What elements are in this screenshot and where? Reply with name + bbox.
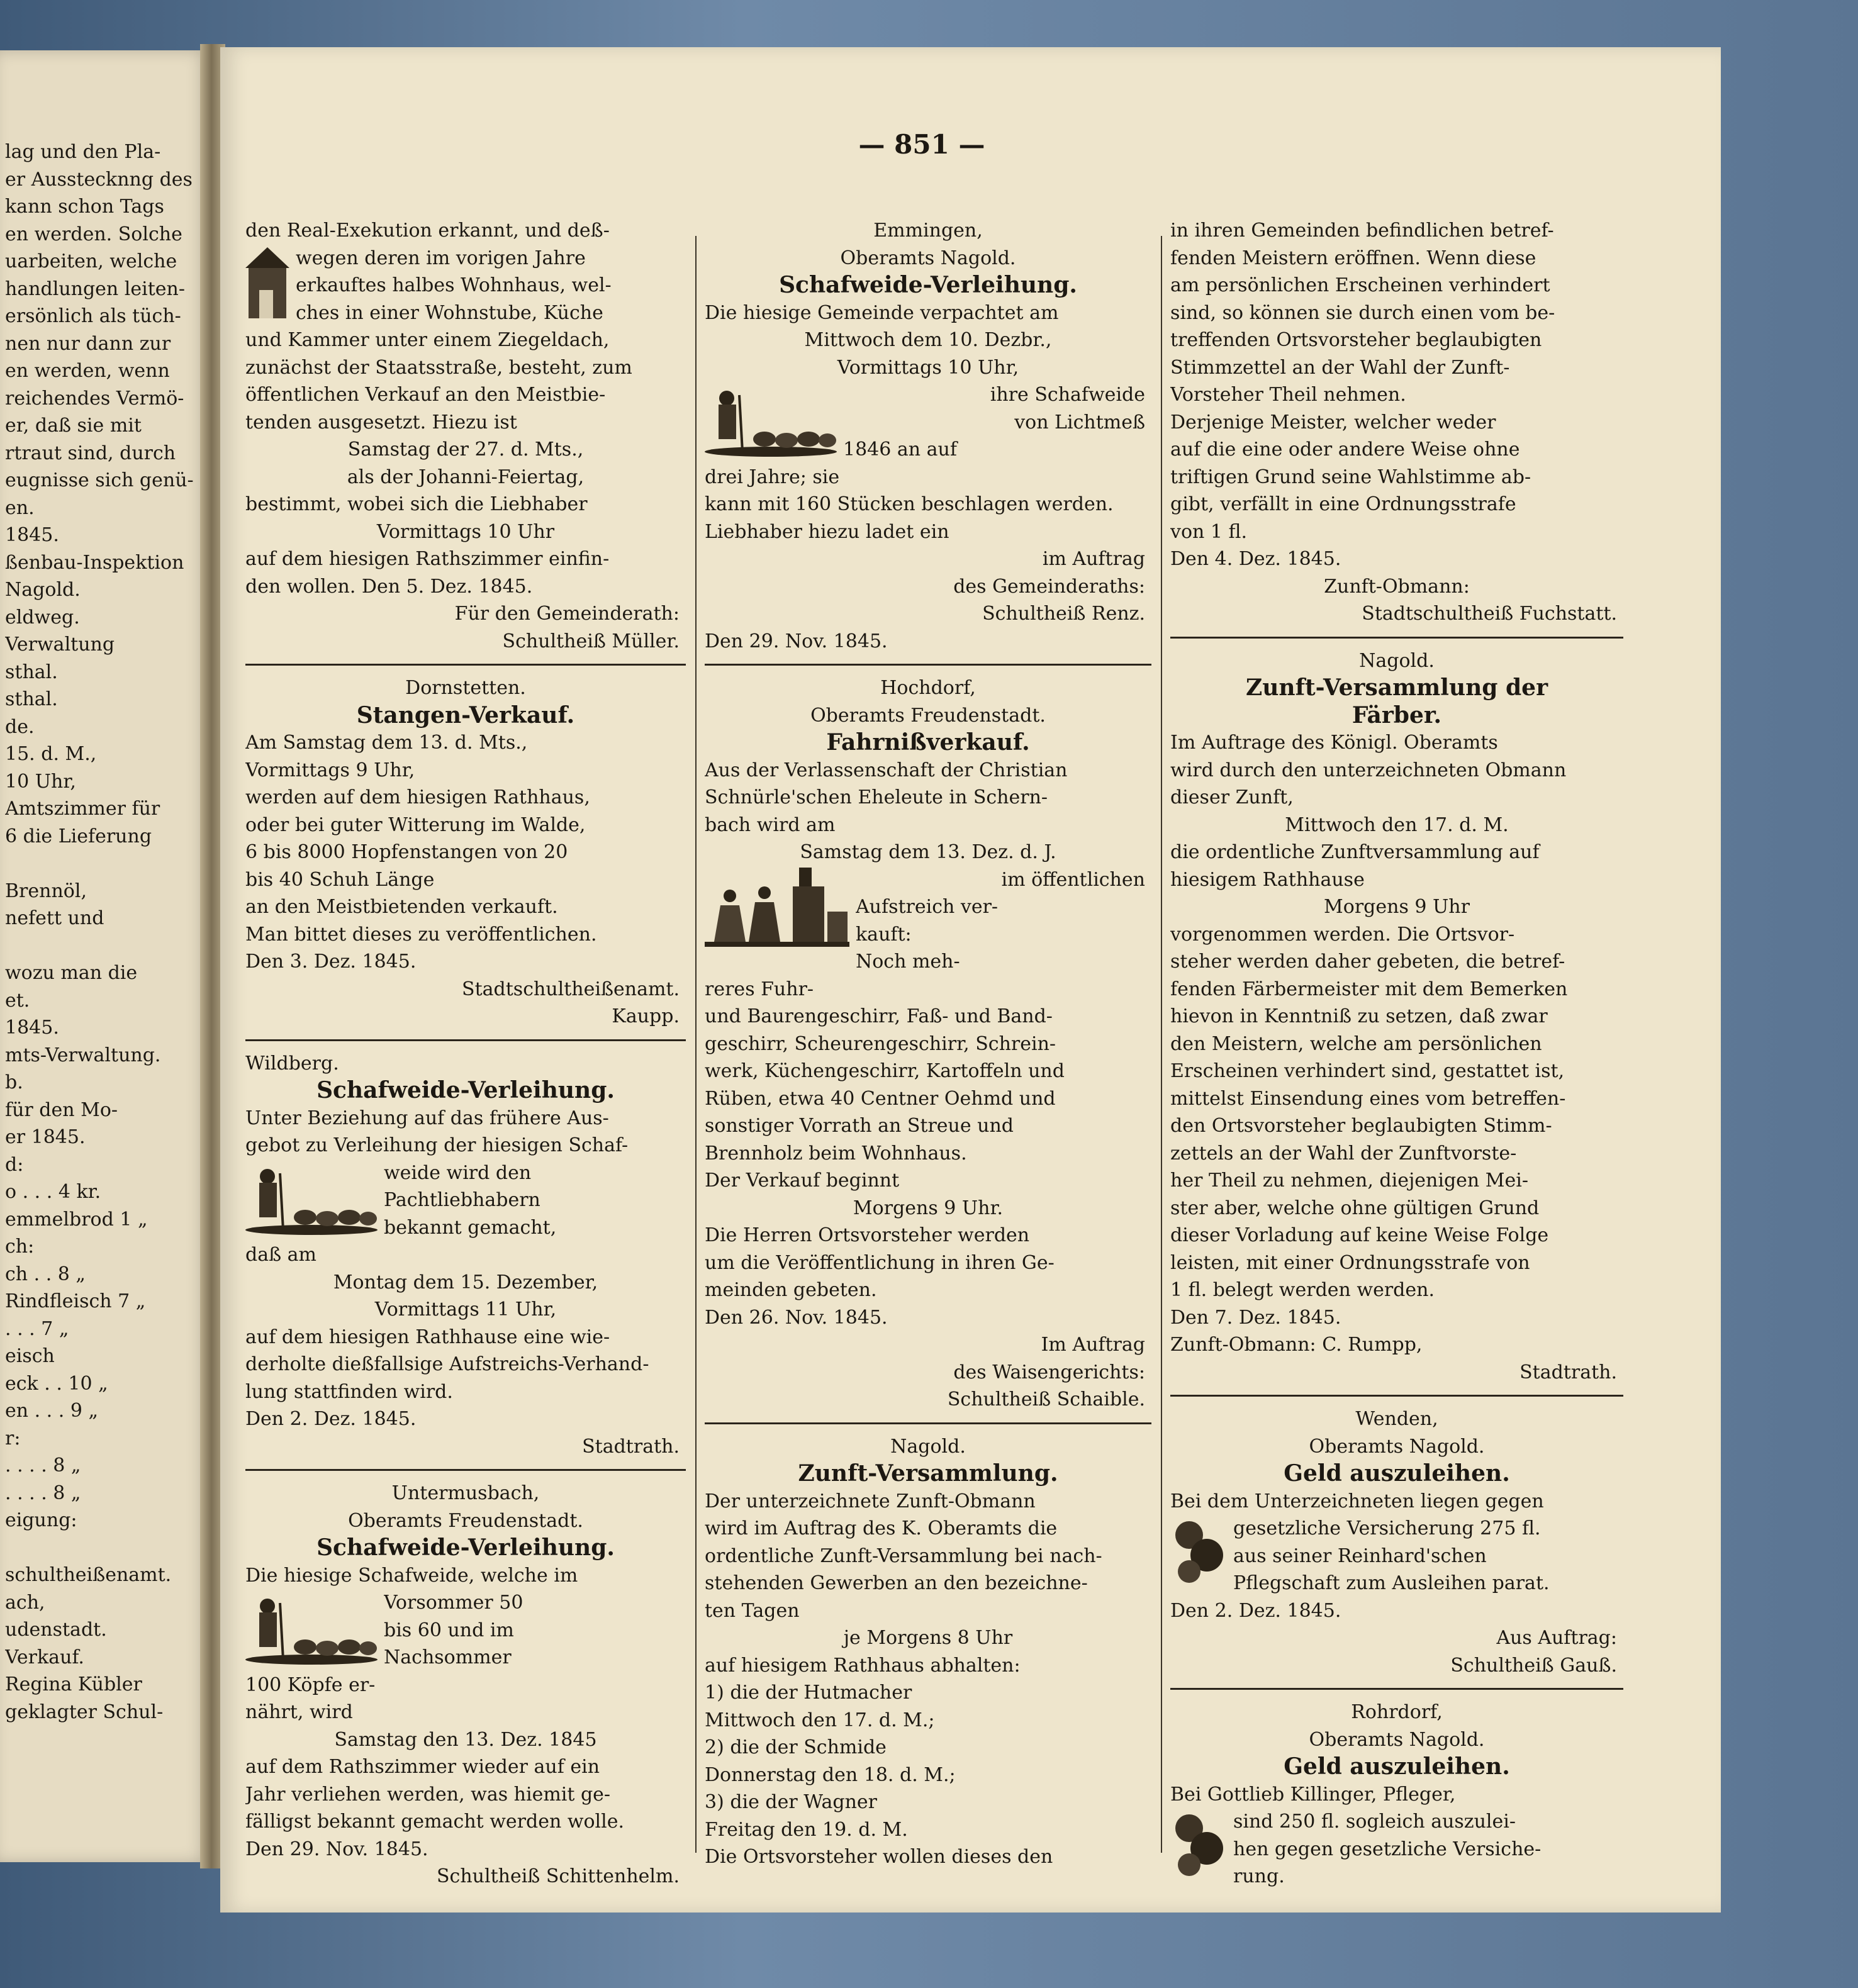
left-page-line: ßenbau-Inspektion (5, 551, 184, 574)
text-line: Pachtliebhabern (384, 1189, 540, 1211)
left-page-line: de. (5, 715, 35, 738)
text-line: Im Auftrage des Königl. Oberamts (1170, 732, 1498, 754)
left-page-line: er 1845. (5, 1126, 86, 1148)
left-page-line: Brennöl, (5, 880, 87, 902)
text-line: daß am (245, 1244, 316, 1266)
text-line: Liebhaber hiezu ladet ein (705, 520, 949, 543)
left-page-line: er Ausstecknng des (5, 168, 193, 191)
text-line: des Gemeinderaths: (953, 575, 1145, 598)
text-line: Wenden, (1355, 1408, 1438, 1430)
text-line: den wollen. Den 5. Dez. 1845. (245, 575, 533, 598)
notice-heading: Zunft-Versammlung. (798, 1460, 1058, 1487)
text-line: Bei dem Unterzeichneten liegen gegen (1170, 1490, 1544, 1512)
text-line: auf dem hiesigen Rathszimmer einfin- (245, 548, 610, 570)
text-line: auf hiesigem Rathhaus abhalten: (705, 1654, 1021, 1677)
left-page-line: eigung: (5, 1509, 77, 1531)
text-line: hiesigem Rathhause (1170, 868, 1365, 891)
left-page-line: reichendes Vermö- (5, 387, 184, 410)
notice-heading: Färber. (1352, 701, 1442, 729)
text-line: Schnürle'schen Eheleute in Schern- (705, 786, 1048, 808)
text-line: Bei Gottlieb Killinger, Pfleger, (1170, 1783, 1456, 1806)
text-line: geschirr, Scheurengeschirr, Schrein- (705, 1032, 1056, 1055)
left-page-line: en . . . 9 „ (5, 1400, 98, 1422)
text-line: am persönlichen Erscheinen verhindert (1170, 274, 1550, 296)
text-line: Derjenige Meister, welcher weder (1170, 411, 1496, 433)
text-line: je Morgens 8 Uhr (843, 1627, 1013, 1649)
text-line: 2) die der Schmide (705, 1736, 887, 1758)
left-page-line: en werden. Solche (5, 223, 182, 245)
text-line: Den 26. Nov. 1845. (705, 1306, 888, 1329)
coins-woodcut-icon (1170, 1809, 1227, 1879)
text-line: ordentliche Zunft-Versammlung bei nach- (705, 1544, 1102, 1567)
text-line: stehenden Gewerben an den bezeichne- (705, 1572, 1088, 1594)
text-line: erkauftes halbes Wohnhaus, wel- (296, 274, 612, 296)
left-page-line: nen nur dann zur (5, 332, 171, 355)
text-line: Schultheiß Renz. (982, 603, 1145, 625)
left-page-line: uarbeiten, welche (5, 250, 177, 272)
text-line: Der unterzeichnete Zunft-Obmann (705, 1490, 1036, 1512)
text-line: den Real-Exekution erkannt, und deß- (245, 220, 610, 242)
left-page-line: ch . . 8 „ (5, 1263, 86, 1285)
notice-heading: Schafweide-Verleihung. (316, 1534, 615, 1561)
text-line: sind, so können sie durch einen vom be- (1170, 301, 1555, 324)
text-line: Donnerstag den 18. d. M.; (705, 1763, 956, 1786)
text-line: reres Fuhr- (705, 978, 814, 1000)
left-page-line: eck . . 10 „ (5, 1372, 108, 1395)
text-line: Vormittags 11 Uhr, (374, 1298, 557, 1321)
text-line: von 1 fl. (1170, 520, 1248, 543)
text-line: Stadtschultheiß Fuchstatt. (1362, 603, 1617, 625)
section-divider (705, 1422, 1151, 1424)
text-line: Mittwoch dem 10. Dezbr., (804, 329, 1052, 351)
text-line: rung. (1233, 1865, 1285, 1887)
text-line: Oberamts Freudenstadt. (810, 704, 1046, 727)
section-divider (1170, 637, 1623, 639)
text-line: Stadtrath. (1519, 1361, 1617, 1383)
text-line: bis 60 und im (384, 1619, 514, 1641)
left-page-line: sthal. (5, 661, 58, 683)
text-line: Den 3. Dez. 1845. (245, 951, 417, 973)
text-line: gibt, verfällt in eine Ordnungsstrafe (1170, 493, 1516, 515)
notice-heading: Zunft-Versammlung der (1245, 674, 1548, 701)
left-page-line: eugnisse sich genü- (5, 469, 194, 491)
text-line: meinden gebeten. (705, 1279, 877, 1301)
text-line: hen gegen gesetzliche Versiche- (1233, 1838, 1542, 1860)
text-line: werden auf dem hiesigen Rathhaus, (245, 786, 590, 808)
left-page-line: mts-Verwaltung. (5, 1044, 161, 1066)
shepherd-woodcut-icon (245, 1590, 378, 1666)
text-line: hievon in Kenntniß zu setzen, daß zwar (1170, 1005, 1548, 1027)
text-line: kann mit 160 Stücken beschlagen werden. (705, 493, 1114, 515)
text-line: Oberamts Nagold. (1309, 1435, 1485, 1458)
column-1 (245, 217, 686, 1887)
text-line: Unter Beziehung auf das frühere Aus- (245, 1107, 609, 1129)
left-page-line: eisch (5, 1345, 55, 1367)
text-line: gesetzliche Versicherung 275 fl. (1233, 1517, 1541, 1539)
text-line: weide wird den (384, 1161, 532, 1184)
text-line: leisten, mit einer Ordnungsstrafe von (1170, 1251, 1530, 1274)
left-page-line: emmelbrod 1 „ (5, 1208, 148, 1231)
text-line: Aufstreich ver- (856, 896, 999, 918)
left-page-line: . . . . 8 „ (5, 1455, 81, 1477)
text-line: den Ortsvorsteher beglaubigten Stimm- (1170, 1115, 1552, 1137)
left-page-line: ersönlich als tüch- (5, 305, 181, 327)
section-divider (245, 1469, 686, 1471)
text-line: des Waisengerichts: (953, 1361, 1145, 1383)
text-line: und Baurengeschirr, Faß- und Band- (705, 1005, 1053, 1027)
notice-heading: Geld auszuleihen. (1284, 1460, 1510, 1487)
left-page-line: en. (5, 496, 35, 519)
section-divider (245, 1039, 686, 1041)
text-line: Emmingen, (873, 220, 983, 242)
left-page-line: ach, (5, 1591, 45, 1614)
notice-heading: Stangen-Verkauf. (356, 701, 575, 729)
text-line: Samstag der 27. d. Mts., (347, 438, 584, 461)
section-divider (245, 664, 686, 666)
left-page-line (5, 850, 200, 878)
text-line: 1846 an auf (843, 438, 957, 461)
text-line: Wildberg. (245, 1052, 339, 1075)
text-line: und Kammer unter einem Ziegeldach, (245, 329, 610, 351)
text-line: Den 29. Nov. 1845. (245, 1838, 428, 1860)
text-line: von Lichtmeß (1014, 411, 1145, 433)
text-line: Brennholz beim Wohnhaus. (705, 1142, 967, 1164)
text-line: Kaupp. (612, 1005, 680, 1027)
left-page-line: udenstadt. (5, 1619, 107, 1641)
text-line: Nagold. (1359, 649, 1435, 672)
text-line: Der Verkauf beginnt (705, 1170, 900, 1192)
text-line: Vorsommer 50 (384, 1592, 523, 1614)
left-page-line: et. (5, 989, 30, 1012)
left-page-line: handlungen leiten- (5, 277, 185, 300)
text-line: Den 2. Dez. 1845. (245, 1408, 417, 1430)
left-page-line: rtraut sind, durch (5, 442, 176, 464)
text-line: Schultheiß Schittenhelm. (436, 1865, 680, 1887)
text-line: bis 40 Schuh Länge (245, 868, 435, 891)
text-line: wegen deren im vorigen Jahre (296, 247, 586, 269)
text-line: im öffentlichen (1001, 868, 1145, 891)
text-line: Vormittags 10 Uhr (376, 520, 555, 543)
text-line: zunächst der Staatsstraße, besteht, zum (245, 356, 632, 379)
text-line: Oberamts Freudenstadt. (348, 1509, 583, 1532)
text-line: Im Auftrag (1041, 1334, 1145, 1356)
text-line: bach wird am (705, 813, 836, 836)
left-page-line: eldweg. (5, 606, 80, 628)
text-line: an den Meistbietenden verkauft. (245, 896, 558, 918)
left-page-line: für den Mo- (5, 1098, 118, 1121)
left-page-line: 1845. (5, 524, 59, 546)
left-page-line: er, daß sie mit (5, 415, 142, 437)
text-line: bekannt gemacht, (384, 1216, 557, 1239)
text-line: ten Tagen (705, 1599, 800, 1622)
text-line: Rohrdorf, (1351, 1701, 1443, 1723)
text-line: um die Veröffentlichung in ihren Ge- (705, 1251, 1055, 1274)
text-line: Montag dem 15. Dezember, (333, 1271, 598, 1293)
text-line: Stadtrath. (582, 1435, 680, 1458)
text-line: Die Herren Ortsvorsteher werden (705, 1224, 1030, 1246)
text-line: steher werden daher gebeten, die betref- (1170, 951, 1565, 973)
text-line: wird durch den unterzeichneten Obmann (1170, 759, 1567, 781)
column-rule (1161, 236, 1162, 1853)
text-line: im Auftrag (1042, 548, 1145, 570)
text-line: Schultheiß Schaible. (947, 1388, 1145, 1410)
text-line: treffenden Ortsvorsteher beglaubigten (1170, 329, 1542, 351)
text-line: Schultheiß Müller. (502, 630, 680, 652)
left-page-line: 6 die Lieferung (5, 825, 152, 847)
column-rule (695, 236, 697, 1853)
left-page-line: kann schon Tags (5, 196, 164, 218)
text-line: Erscheinen verhindert sind, gestattet ist, (1170, 1060, 1565, 1082)
text-line: Morgens 9 Uhr (1324, 896, 1470, 918)
text-line: 6 bis 8000 Hopfenstangen von 20 (245, 841, 568, 863)
text-line: Am Samstag dem 13. d. Mts., (245, 732, 528, 754)
text-line: sonstiger Vorrath an Streue und (705, 1115, 1014, 1137)
text-line: Mittwoch den 17. d. M.; (705, 1709, 935, 1731)
left-page-line: geklagter Schul- (5, 1700, 164, 1723)
coins-woodcut-icon (1170, 1516, 1227, 1585)
text-line: fälligst bekannt gemacht werden wolle. (245, 1811, 625, 1833)
text-line: Jahr verliehen werden, was hiemit ge- (245, 1783, 611, 1806)
text-line: gebot zu Verleihung der hiesigen Schaf- (245, 1134, 629, 1156)
text-line: wird im Auftrag des K. Oberamts die (705, 1517, 1058, 1539)
text-line: dieser Zunft, (1170, 786, 1294, 808)
notice-heading: Schafweide-Verleihung. (779, 272, 1077, 298)
text-line: lung stattfinden wird. (245, 1380, 453, 1403)
text-line: Den 7. Dez. 1845. (1170, 1306, 1341, 1329)
text-line: Vorsteher Theil nehmen. (1170, 384, 1406, 406)
section-divider (705, 664, 1151, 666)
text-line: Nagold. (890, 1435, 966, 1458)
text-line: Für den Gemeinderath: (454, 603, 680, 625)
left-page-line: o . . . 4 kr. (5, 1181, 101, 1203)
left-page-line: d: (5, 1153, 24, 1176)
notice-heading: Fahrnißverkauf. (826, 729, 1030, 756)
text-line: kauft: (856, 923, 912, 946)
text-line: Die hiesige Gemeinde verpachtet am (705, 301, 1059, 324)
left-page-line: 10 Uhr, (5, 770, 76, 793)
text-line: Den 4. Dez. 1845. (1170, 548, 1341, 570)
text-line: den Meistern, welche am persönlichen (1170, 1032, 1542, 1055)
section-divider (1170, 1395, 1623, 1397)
left-page-line: 15. d. M., (5, 743, 97, 765)
text-line: Samstag dem 13. Dez. d. J. (800, 841, 1056, 863)
text-line: werk, Küchengeschirr, Kartoffeln und (705, 1060, 1065, 1082)
text-line: auf die eine oder andere Weise ohne (1170, 438, 1520, 461)
text-line: Freitag den 19. d. M. (705, 1818, 908, 1841)
left-page-line: Verwaltung (5, 634, 115, 656)
text-line: ster aber, welche ohne gültigen Grund (1170, 1197, 1540, 1219)
text-line: Oberamts Nagold. (1309, 1728, 1485, 1751)
text-line: her Theil zu nehmen, diejenigen Mei- (1170, 1170, 1528, 1192)
text-line: 1 fl. belegt werden werden. (1170, 1279, 1435, 1301)
text-line: Zunft-Obmann: (1324, 575, 1470, 598)
text-line: derholte dießfallsige Aufstreichs-Verhand- (245, 1353, 649, 1375)
left-page-line: en werden, wenn (5, 360, 170, 382)
text-line: 1) die der Hutmacher (705, 1682, 912, 1704)
left-page-line: Nagold. (5, 579, 81, 601)
text-line: Aus Auftrag: (1496, 1627, 1617, 1649)
text-line: zettels an der Wahl der Zunftvorste- (1170, 1142, 1517, 1164)
text-line: Aus der Verlassenschaft der Christian (705, 759, 1068, 781)
text-line: Schultheiß Gauß. (1450, 1654, 1617, 1677)
text-line: Hochdorf, (880, 677, 976, 699)
text-line: dieser Vorladung auf keine Weise Folge (1170, 1224, 1549, 1246)
left-page-text (5, 138, 200, 1726)
text-line: Untermusbach, (391, 1482, 540, 1504)
left-page-line: ch: (5, 1236, 35, 1258)
column-3 (1170, 217, 1623, 1887)
text-line: fenden Meistern eröffnen. Wenn diese (1170, 247, 1536, 269)
left-page-line: sthal. (5, 688, 58, 710)
left-page-line: Verkauf. (5, 1646, 84, 1668)
text-line: Pflegschaft zum Ausleihen parat. (1233, 1572, 1550, 1594)
left-page-line: nefett und (5, 907, 104, 929)
auction-woodcut-icon (705, 868, 849, 949)
house-woodcut-icon (245, 246, 289, 321)
left-page-line: . . . . 8 „ (5, 1482, 81, 1504)
text-line: öffentlichen Verkauf an den Meistbie- (245, 384, 606, 406)
text-line: Morgens 9 Uhr. (853, 1197, 1004, 1219)
text-line: ihre Schafweide (990, 384, 1145, 406)
text-line: Noch meh- (856, 951, 960, 973)
left-page-line: Rindfleisch 7 „ (5, 1290, 146, 1312)
right-page (220, 47, 1721, 1913)
text-line: Stadtschultheißenamt. (462, 978, 680, 1000)
left-page-line: Amtszimmer für (5, 798, 160, 820)
text-line: 3) die der Wagner (705, 1791, 877, 1813)
column-2 (705, 217, 1151, 1887)
text-line: in ihren Gemeinden befindlichen betref- (1170, 220, 1554, 242)
text-line: Oberamts Nagold. (840, 247, 1016, 269)
shepherd-woodcut-icon (705, 383, 837, 458)
text-line: nährt, wird (245, 1701, 353, 1723)
shepherd-woodcut-icon (245, 1161, 378, 1236)
left-page-line: . . . 7 „ (5, 1317, 69, 1340)
text-line: Vormittags 9 Uhr, (245, 759, 415, 781)
text-line: die ordentliche Zunftversammlung auf (1170, 841, 1540, 863)
left-page-line: wozu man die (5, 962, 138, 984)
text-line: Stimmzettel an der Wahl der Zunft- (1170, 356, 1510, 379)
text-line: Die Ortsvorsteher wollen dieses den (705, 1846, 1053, 1868)
text-line: Dornstetten. (405, 677, 526, 699)
text-line: Samstag den 13. Dez. 1845 (334, 1728, 597, 1751)
text-line: Zunft-Obmann: C. Rumpp, (1170, 1334, 1423, 1356)
left-page-line: r: (5, 1427, 21, 1449)
text-line: Vormittags 10 Uhr, (837, 356, 1019, 379)
text-line: sind 250 fl. sogleich auszulei- (1233, 1811, 1516, 1833)
left-page-line: b. (5, 1071, 23, 1093)
text-line: ches in einer Wohnstube, Küche (296, 301, 603, 324)
left-page (0, 50, 208, 1862)
text-line: Nachsommer (384, 1646, 512, 1668)
text-line: mittelst Einsendung eines vom betreffen- (1170, 1087, 1566, 1110)
text-line: fenden Färbermeister mit dem Bemerken (1170, 978, 1568, 1000)
text-line: Den 29. Nov. 1845. (705, 630, 888, 652)
notice-heading: Geld auszuleihen. (1284, 1753, 1510, 1780)
text-line: oder bei guter Witterung im Walde, (245, 813, 586, 836)
section-divider (1170, 1688, 1623, 1690)
text-line: auf dem Rathszimmer wieder auf ein (245, 1756, 600, 1778)
page-number: — 851 — (858, 129, 985, 160)
notice-heading: Schafweide-Verleihung. (316, 1077, 615, 1103)
text-line: tenden ausgesetzt. Hiezu ist (245, 411, 517, 433)
text-line: drei Jahre; sie (705, 466, 840, 488)
text-line: bestimmt, wobei sich die Liebhaber (245, 493, 588, 515)
text-line: Man bittet dieses zu veröffentlichen. (245, 923, 597, 946)
text-line: als der Johanni-Feiertag, (347, 466, 585, 488)
left-page-line (5, 932, 200, 960)
text-line: Mittwoch den 17. d. M. (1285, 813, 1509, 836)
text-line: triftigen Grund seine Wahlstimme ab- (1170, 466, 1531, 488)
text-line: auf dem hiesigen Rathhause eine wie- (245, 1326, 610, 1348)
left-page-line: schultheißenamt. (5, 1564, 172, 1586)
left-page-line: lag und den Pla- (5, 141, 161, 163)
left-page-line: 1845. (5, 1017, 59, 1039)
text-line: aus seiner Reinhard'schen (1233, 1544, 1487, 1567)
text-line: Die hiesige Schafweide, welche im (245, 1564, 578, 1587)
left-page-line: Regina Kübler (5, 1673, 142, 1695)
text-line: 100 Köpfe er- (245, 1673, 376, 1696)
text-line: vorgenommen werden. Die Ortsvor- (1170, 923, 1515, 946)
text-line: Den 2. Dez. 1845. (1170, 1599, 1341, 1622)
text-line: Rüben, etwa 40 Centner Oehmd und (705, 1087, 1056, 1110)
left-page-line (5, 1534, 200, 1562)
